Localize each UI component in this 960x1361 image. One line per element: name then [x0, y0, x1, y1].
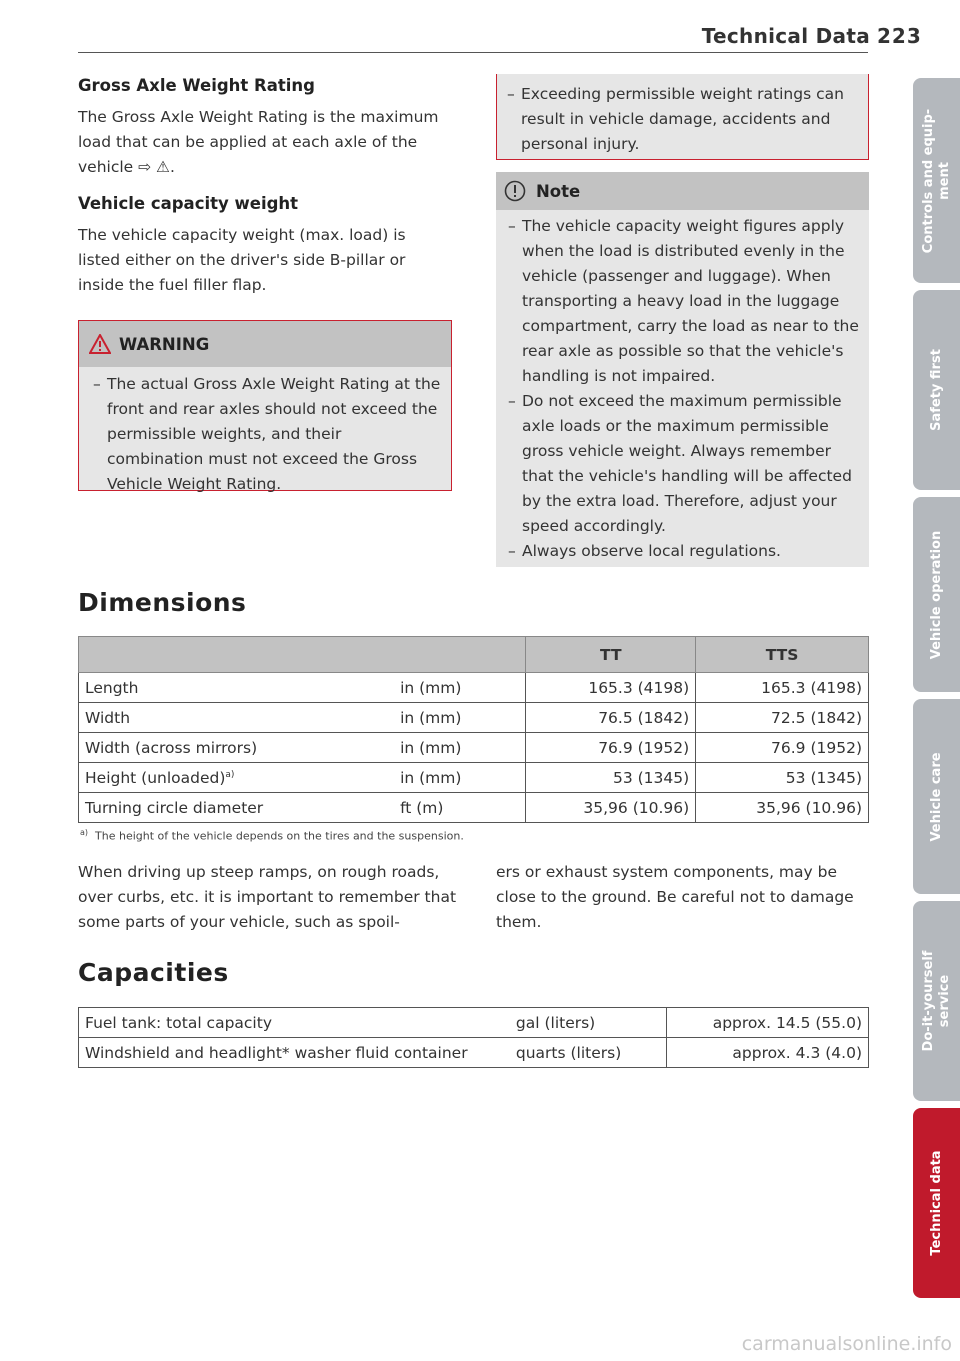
watermark: carmanualsonline.info — [741, 1333, 952, 1355]
gawr-heading: Gross Axle Weight Rating — [78, 76, 315, 95]
note-box — [496, 172, 869, 567]
capacities-table — [78, 1007, 869, 1068]
side-tab-safety[interactable]: Safety first — [913, 290, 960, 490]
table-header-tts: TTS — [696, 637, 869, 673]
warning-item-text: The actual Gross Axle Weight Rating at the front and rear axles should not exceed the permissible weights, and their combination must not exceed the Gross Vehicle Weight Rating. — [107, 375, 441, 493]
table-row: Length in (mm) 165.3 (4198) 165.3 (4198) — [79, 673, 869, 703]
table-row: Width (across mirrors) in (mm) 76.9 (1952) 76.9 (1952) — [79, 733, 869, 763]
warning-header — [79, 321, 451, 367]
section-title: Technical Data — [701, 24, 870, 48]
caution-box — [496, 74, 869, 160]
capacities-heading: Capacities — [78, 958, 229, 987]
page-number: 223 — [877, 24, 922, 48]
note-title: Note — [536, 181, 581, 201]
table-row: Windshield and headlight* washer fluid container quarts (liters) approx. 4.3 (4.0) — [79, 1038, 869, 1068]
dimensions-header-row — [79, 637, 869, 673]
note-item: – Always observe local regulations. — [508, 542, 781, 560]
header-rule — [78, 52, 868, 53]
warning-box — [78, 320, 452, 491]
ground-clearance-text-right: ers or exhaust system components, may be close to the ground. Be careful not to damage them. — [496, 863, 854, 931]
warning-triangle-icon — [89, 334, 111, 354]
caution-item-text: Exceeding permissible weight ratings can result in vehicle damage, accidents and personal injury. — [521, 85, 844, 153]
dimensions-table — [78, 636, 869, 823]
table-row: Turning circle diameter ft (m) 35,96 (10.96) 35,96 (10.96) — [79, 793, 869, 823]
warning-item: – The actual Gross Axle Weight Rating at the front and rear axles should not exceed the permissible weights, and their combination must not exceed the Gross Vehicle Weight Rating. — [93, 372, 441, 497]
note-header — [496, 172, 869, 210]
warning-title: WARNING — [119, 334, 210, 354]
dimensions-heading: Dimensions — [78, 588, 247, 617]
table-header-tt: TT — [526, 637, 696, 673]
note-item: – Do not exceed the maximum permissible axle loads or the maximum permissible gross vehicle weight. Always remember that the vehicle's handling will be affected by the extra load. Therefore, adjust your speed accordingly. — [508, 392, 852, 535]
info-icon — [504, 180, 526, 202]
table-header-blank — [79, 637, 526, 673]
side-tab-controls[interactable]: Controls and equip- ment — [913, 78, 960, 283]
side-tab-vehicle-operation[interactable]: Vehicle operation — [913, 497, 960, 692]
table-row: Width in (mm) 76.5 (1842) 72.5 (1842) — [79, 703, 869, 733]
table-row: Fuel tank: total capacity gal (liters) approx. 14.5 (55.0) — [79, 1008, 869, 1038]
side-tab-do-it-yourself[interactable]: Do-it-yourself service — [913, 901, 960, 1101]
vcw-heading: Vehicle capacity weight — [78, 194, 299, 213]
caution-item: – Exceeding permissible weight ratings can result in vehicle damage, accidents and personal injury. — [507, 82, 856, 157]
footnote: $^{a)}$ The height of the vehicle depends on the tires and the suspension. — [80, 828, 464, 843]
ground-clearance-text-left: When driving up steep ramps, on rough roads, over curbs, etc. it is important to remember that some parts of your vehicle, such as spoil- — [78, 863, 457, 931]
vcw-text: The vehicle capacity weight (max. load) is listed either on the driver's side B-pillar or inside the fuel filler flap. — [78, 226, 406, 294]
left-column — [78, 74, 452, 298]
side-tab-vehicle-care[interactable]: Vehicle care — [913, 699, 960, 894]
note-item: – The vehicle capacity weight figures apply when the load is distributed evenly in the vehicle (passenger and luggage). When transporting a heavy load in the luggage compartment, carry the load as near to the rear axle as possible so that the vehicle's handling is not impaired. — [508, 217, 859, 385]
table-row: Height (unloaded)$^{a)}$ in (mm) 53 (1345) 53 (1345) — [79, 763, 869, 793]
side-tab-technical-data[interactable]: Technical data — [913, 1108, 960, 1298]
gawr-text: The Gross Axle Weight Rating is the maximum load that can be applied at each axle of the vehicle ⇨ ⚠. — [78, 108, 439, 176]
